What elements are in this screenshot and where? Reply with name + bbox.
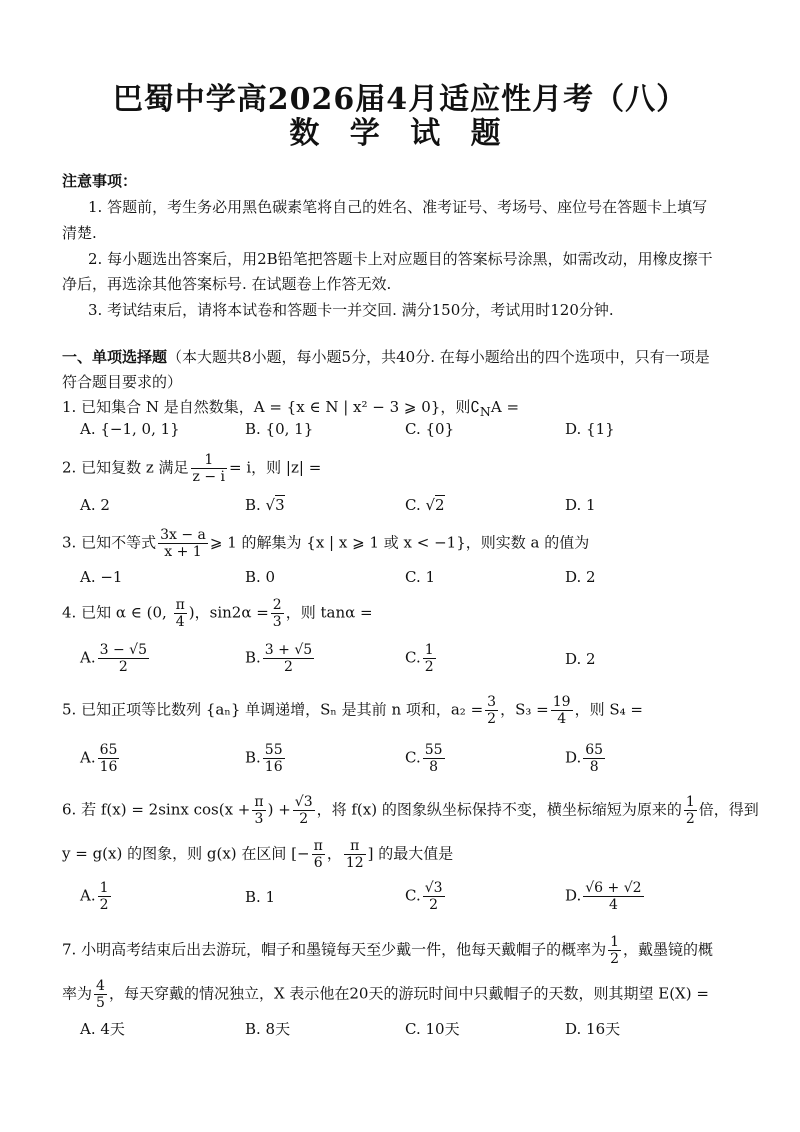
- question-2: [62, 452, 321, 485]
- q3-option-c[interactable]: C. 1: [405, 568, 436, 586]
- question-2-post: = i，则 |z| =: [229, 458, 322, 477]
- fraction-numerator: 55: [424, 742, 443, 758]
- question-1-text: 1. 已知集合 N 是自然数集，A = {x ∈ N | x² − 3 ⩾ 0}，则∁: [62, 398, 480, 416]
- fraction-denominator: 8: [429, 759, 439, 775]
- fraction-denominator: 4: [608, 897, 618, 913]
- q3-option-d[interactable]: D. 2: [565, 568, 596, 586]
- question-5-fraction-1: [485, 694, 498, 727]
- fraction-numerator: 4: [96, 978, 105, 994]
- notice-line-4: 净后，再选涂其他答案标号. 在试题卷上作答无效.: [62, 275, 392, 293]
- fraction-numerator: 1: [610, 934, 620, 950]
- fraction-numerator: π: [175, 597, 185, 613]
- q5-option-c[interactable]: [405, 742, 447, 775]
- fraction-numerator: 65: [585, 742, 604, 758]
- question-6-line-2-mid: ，: [326, 844, 342, 863]
- notice-line-2: 清楚.: [62, 224, 97, 242]
- option-fraction: [423, 880, 445, 913]
- question-7-pre: 7. 小明高考结束后出去游玩，帽子和墨镜每天至少戴一件，他每天戴帽子的概率为: [62, 940, 607, 959]
- question-7-line-2: [62, 978, 709, 1011]
- fraction-denominator: 16: [264, 759, 283, 775]
- option-label: A.: [80, 886, 96, 905]
- question-3-post: ⩾ 1 的解集为 {x | x ⩾ 1 或 x < −1}，则实数 a 的值为: [209, 533, 590, 552]
- q1-option-c[interactable]: C. {0}: [405, 420, 455, 438]
- fraction-numerator: π: [313, 838, 323, 854]
- question-6-fraction-2: [293, 794, 315, 827]
- notice-heading: 注意事项：: [62, 172, 138, 190]
- question-5: [62, 694, 643, 727]
- option-fraction: [423, 642, 436, 675]
- question-6-mid-2: ，将 f(x) 的图象纵坐标保持不变，横坐标缩短为原来的: [316, 800, 682, 819]
- q4-option-a[interactable]: [80, 642, 151, 675]
- fraction-denominator: 2: [299, 811, 309, 827]
- fraction-numerator: π: [344, 838, 366, 855]
- q7-option-b[interactable]: B. 8天: [245, 1020, 291, 1038]
- q2-option-b[interactable]: [245, 496, 285, 514]
- question-6-mid-1: ) +: [267, 800, 291, 819]
- q4-option-b[interactable]: [245, 642, 316, 675]
- question-4-post: ，则 tanα =: [285, 603, 373, 622]
- fraction-denominator: 2: [99, 897, 109, 913]
- question-7-fraction-2: [94, 978, 107, 1011]
- q5-option-d[interactable]: [565, 742, 607, 775]
- question-6-fraction-5: [344, 838, 366, 871]
- option-label: C.: [405, 648, 421, 667]
- fraction-denominator: 6: [313, 855, 323, 871]
- fraction-numerator: 65: [99, 742, 118, 758]
- question-3-pre: 3. 已知不等式: [62, 533, 157, 552]
- question-5-fraction-2: [551, 694, 573, 727]
- q3-option-b[interactable]: B. 0: [245, 568, 276, 586]
- fraction-numerator: 3 − √5: [99, 642, 147, 658]
- question-7-post: ，戴墨镜的概: [623, 940, 714, 959]
- q3-option-a[interactable]: A. −1: [80, 568, 123, 586]
- fraction-numerator: 3 + √5: [264, 642, 313, 658]
- option-label: D.: [565, 748, 582, 767]
- option-fraction: [423, 742, 445, 775]
- fraction-denominator: 2: [118, 659, 128, 675]
- q1-option-b[interactable]: B. {0, 1}: [245, 420, 314, 438]
- question-4-pre: 4. 已知 α ∈ (0,: [62, 603, 172, 622]
- fraction-numerator: 3x − a: [160, 527, 206, 543]
- fraction-denominator: 2: [429, 897, 439, 913]
- option-fraction: [98, 880, 111, 913]
- question-5-mid: ，S₃ =: [500, 700, 549, 719]
- fraction-denominator: 2: [685, 811, 695, 827]
- question-6-pre: 6. 若 f(x) = 2sinx cos(x +: [62, 800, 251, 819]
- fraction-denominator: 2: [284, 659, 293, 675]
- fraction-denominator: 3: [254, 811, 264, 827]
- question-6-fraction-1: [252, 794, 265, 827]
- notice-line-5: 3. 考试结束后，请将本试卷和答题卡一并交回. 满分150分，考试用时120分钟.: [88, 301, 614, 319]
- q7-option-d[interactable]: D. 16天: [565, 1020, 621, 1038]
- option-label: B.: [245, 748, 261, 767]
- option-label: C.: [405, 748, 421, 767]
- section-1-header: [62, 346, 710, 367]
- fraction-numerator: 1: [685, 794, 695, 810]
- option-label: C.: [405, 886, 421, 905]
- section-1-desc-2: 符合题目要求的）: [62, 373, 183, 391]
- question-2-pre: 2. 已知复数 z 满足: [62, 458, 189, 477]
- option-label: B.: [245, 648, 261, 667]
- q4-option-d[interactable]: D. 2: [565, 650, 596, 668]
- exam-title: 巴蜀中学高2026届4月适应性月考（八）: [112, 82, 688, 117]
- question-1-sub: N: [479, 404, 491, 419]
- q6-option-a[interactable]: [80, 880, 113, 913]
- q2-option-d[interactable]: D. 1: [565, 496, 596, 514]
- question-1-tail: A =: [490, 398, 520, 416]
- option-fraction: [263, 642, 314, 675]
- question-6: [62, 794, 759, 827]
- question-6-fraction-3: [684, 794, 697, 827]
- question-3-fraction: [158, 527, 208, 560]
- option-label: B. √: [245, 496, 276, 514]
- q6-option-b[interactable]: B. 1: [245, 888, 276, 906]
- question-4-mid: )，sin2α =: [188, 603, 269, 622]
- exam-subtitle: 数 学 试 题: [289, 116, 511, 151]
- fraction-numerator: 2: [272, 597, 282, 613]
- option-fraction: [583, 742, 605, 775]
- question-2-fraction: [191, 452, 227, 485]
- fraction-denominator: 2: [487, 711, 497, 727]
- fraction-numerator: 3: [487, 694, 497, 710]
- section-1-desc-1: （本大题共8小题，每小题5分，共40分. 在每小题给出的四个选项中，只有一项是: [167, 348, 710, 366]
- q2-option-a[interactable]: A. 2: [80, 496, 110, 514]
- q1-option-a[interactable]: A. {−1, 0, 1}: [80, 420, 180, 438]
- q4-option-c[interactable]: [405, 642, 438, 675]
- fraction-numerator: √3: [424, 880, 443, 896]
- question-6-post: 倍，得到: [698, 800, 759, 819]
- fraction-numerator: 55: [264, 742, 283, 758]
- sqrt-radicand: 3: [275, 496, 285, 514]
- q6-option-c[interactable]: [405, 880, 447, 913]
- fraction-denominator: 2: [424, 659, 434, 675]
- q5-option-a[interactable]: [80, 742, 121, 775]
- sqrt-radicand: 2: [435, 496, 445, 514]
- fraction-numerator: 19: [552, 694, 571, 710]
- fraction-denominator: 5: [96, 995, 105, 1011]
- option-label: A.: [80, 648, 96, 667]
- fraction-denominator: 12: [345, 855, 364, 871]
- q6-option-d[interactable]: [565, 880, 646, 913]
- fraction-denominator: x + 1: [164, 544, 202, 560]
- notice-line-3: 2. 每小题选出答案后，用2B铅笔把答题卡上对应题目的答案标号涂黑，如需改动，用橡皮擦干: [88, 250, 713, 268]
- fraction-denominator: 2: [610, 951, 620, 967]
- fraction-numerator: π: [254, 794, 264, 810]
- question-4-fraction-1: [174, 597, 187, 630]
- option-label: A.: [80, 748, 96, 767]
- option-fraction: [583, 880, 643, 913]
- section-1-heading: 一、单项选择题: [62, 348, 168, 366]
- fraction-denominator: 4: [175, 614, 185, 630]
- fraction-numerator: √6 + √2: [585, 880, 642, 896]
- question-1: [62, 396, 519, 419]
- fraction-numerator: 1: [99, 880, 109, 896]
- option-fraction: [263, 742, 285, 775]
- question-7: [62, 934, 713, 967]
- question-7-fraction-1: [608, 934, 621, 967]
- fraction-numerator: 1: [424, 642, 434, 658]
- fraction-numerator: 1: [191, 452, 227, 469]
- question-5-pre: 5. 已知正项等比数列 {aₙ} 单调递增，Sₙ 是其前 n 项和，a₂ =: [62, 700, 484, 719]
- fraction-denominator: 3: [272, 614, 282, 630]
- q7-option-c[interactable]: C. 10天: [405, 1020, 460, 1038]
- option-fraction: [98, 742, 120, 775]
- question-7-line-2-post: ，每天穿戴的情况独立，X 表示他在20天的游玩时间中只戴帽子的天数，则其期望 E(X) =: [108, 984, 709, 1003]
- question-6-fraction-4: [312, 838, 325, 871]
- question-3: [62, 527, 589, 560]
- question-6-line-2-pre: y = g(x) 的图象，则 g(x) 在区间 [−: [62, 844, 310, 863]
- option-fraction: [98, 642, 149, 675]
- question-5-post: ，则 S₄ =: [574, 700, 643, 719]
- question-4-fraction-2: [271, 597, 284, 630]
- question-4: [62, 597, 373, 630]
- question-6-line-2-post: ] 的最大值是: [367, 844, 454, 863]
- fraction-denominator: 16: [99, 759, 118, 775]
- option-label: D.: [565, 886, 582, 905]
- fraction-denominator: 8: [589, 759, 599, 775]
- question-7-line-2-pre: 率为: [62, 984, 93, 1003]
- q7-option-a[interactable]: A. 4天: [80, 1020, 125, 1038]
- q5-option-b[interactable]: [245, 742, 287, 775]
- option-label: C. √: [405, 496, 436, 514]
- notice-line-1: 1. 答题前，考生务必用黑色碳素笔将自己的姓名、准考证号、考场号、座位号在答题卡上填写: [88, 198, 708, 216]
- fraction-denominator: 4: [557, 711, 567, 727]
- question-6-line-2: [62, 838, 453, 871]
- q2-option-c[interactable]: [405, 496, 445, 514]
- fraction-denominator: z − i: [192, 469, 226, 485]
- fraction-numerator: √3: [294, 794, 313, 810]
- q1-option-d[interactable]: D. {1}: [565, 420, 615, 438]
